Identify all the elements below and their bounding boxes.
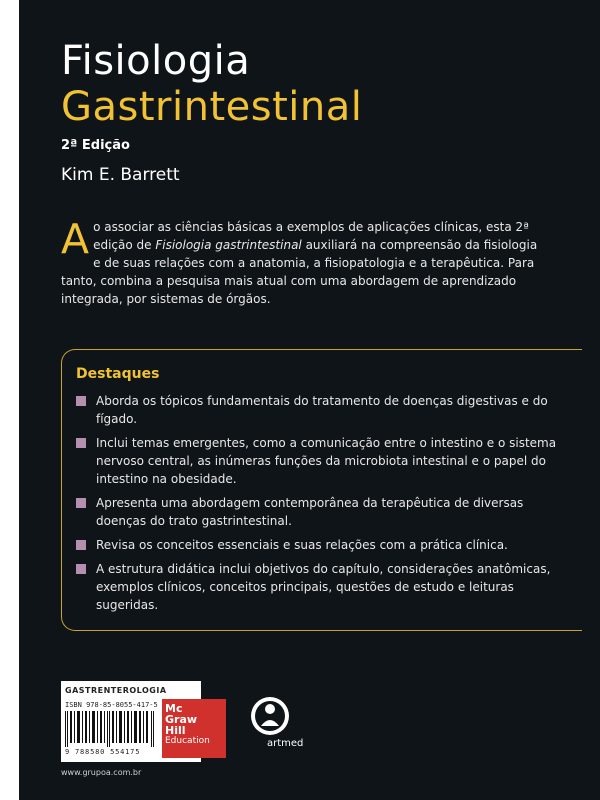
square-bullet-icon (76, 540, 86, 550)
intro-text-1: o associar as ciências básicas a exemplos de aplicações clínicas, esta 2ª edição de (93, 220, 529, 252)
highlights-box (61, 349, 582, 631)
square-bullet-icon (76, 498, 86, 508)
edition-label: 2ª Edição (61, 138, 130, 153)
highlight-item: Apresenta uma abordagem contemporânea da terapêutica de diversas doenças do trato gastrintestinal. (76, 494, 566, 530)
intro-paragraph (61, 215, 539, 308)
artmed-logo-text: artmed (267, 738, 304, 749)
square-bullet-icon (76, 438, 86, 448)
square-bullet-icon (76, 564, 86, 574)
square-bullet-icon (76, 396, 86, 406)
intro-text-2: auxiliará na compreensão da fisiologia e de suas relações com a anatomia, a fisiopatologia e a terapêutica. Para tanto, combina a pesquisa mais atual com uma abordagem de aprendizado integrada, por sistemas de órgãos. (61, 238, 538, 306)
category-label: GASTRENTEROLOGIA (65, 686, 167, 695)
highlight-item: Revisa os conceitos essenciais e suas relações com a prática clínica. (76, 536, 566, 554)
back-cover (19, 0, 600, 800)
intro-book-title: Fisiologia gastrintestinal (155, 238, 302, 252)
highlight-item: A estrutura didática inclui objetivos do capítulo, considerações anatômicas, exemplos clínicos, conceitos principais, questões de estudo e leituras sugeridas. (76, 560, 566, 614)
website-link[interactable]: www.grupoa.com.br (61, 768, 142, 777)
drop-cap: A (61, 215, 90, 263)
mcgraw-hill-logo: Mc Graw Hill Education (162, 699, 226, 758)
highlights-title: Destaques (76, 366, 160, 382)
barcode-number: 9 788580 554175 (65, 748, 141, 756)
author-name: Kim E. Barrett (61, 165, 180, 185)
highlight-item: Aborda os tópicos fundamentais do tratamento de doenças digestivas e do fígado. (76, 392, 566, 428)
title-line-1: Fisiologia (61, 38, 251, 84)
barcode-icon (65, 711, 157, 747)
title-line-2: Gastrintestinal (61, 84, 363, 130)
highlight-item: Inclui temas emergentes, como a comunicação entre o intestino e o sistema nervoso central, as inúmeras funções da microbiota intestinal e o papel do intestino na obesidade. (76, 434, 566, 488)
isbn-label: ISBN 978-85-8055-417-5 (65, 701, 158, 709)
artmed-logo-icon (245, 694, 295, 738)
highlights-list (76, 392, 566, 620)
